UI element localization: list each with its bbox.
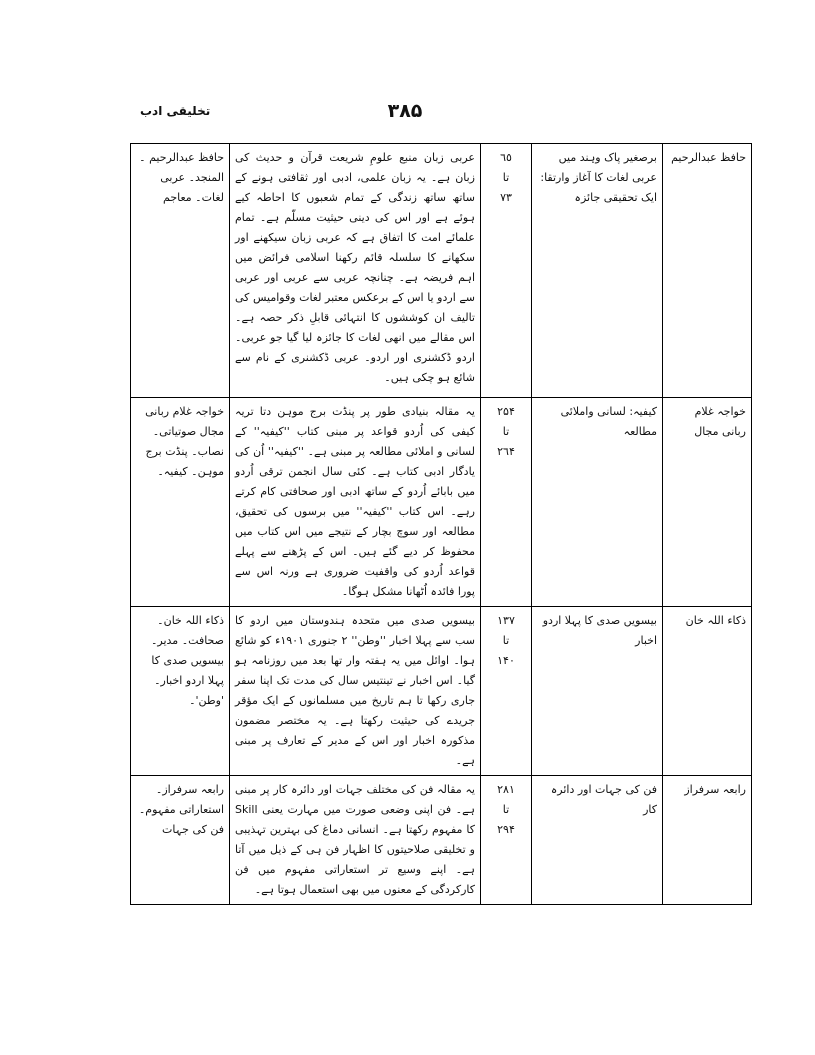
page-sep: تا (502, 634, 510, 647)
table-row (131, 607, 752, 776)
summary-cell: بیسویں صدی میں متحدہ ہندوستان میں اردو کا سب سے پہلا اخبار ''وطن'' ۲ جنوری ۱۹۰۱ء کو شائع ہوا۔ اوائل میں یہ ہفتہ وار تھا بعد میں روزنامہ ہو گیا۔ اس اخبار نے تینتیس سال کی مدت تک اپنا سفر جاری رکھا تا ہم تاریخ میں مسلمانوں کے ایک مؤقر جریدے کی حیثیت رکھتا ہے۔ یہ مختصر مضمون مذکورہ اخبار اور اس کے مدیر کے تعارف پر مبنی ہے۔ (230, 607, 481, 776)
author-cell: ذکاء اللہ خان (663, 607, 752, 776)
page-to: ۱۴۰ (497, 654, 515, 667)
summary-cell: یہ مقالہ فن کی مختلف جہات اور دائرہ کار پر مبنی ہے۔ فن اپنی وضعی صورت میں مہارت یعنی Skill کا مفہوم رکھتا ہے۔ انسانی دماغ کی بہترین تہذیبی و تخلیقی صلاحیتوں کا اظہار فن ہی کے ذیل میں آتا ہے۔ اپنے وسیع تر استعاراتی مفہوم میں فن کارکردگی کے معنوں میں بھی استعمال ہوتا ہے۔ (230, 776, 481, 905)
page-from: ۲۸۱ (497, 783, 515, 796)
journal-title: تخلیقی ادب (140, 104, 211, 118)
pages-cell (481, 776, 532, 905)
page-from: ۲۵۴ (497, 405, 515, 418)
title-cell: بیسویں صدی کا پہلا اردو اخبار (532, 607, 663, 776)
pages-cell (481, 398, 532, 607)
page-to: ۲٦۴ (497, 445, 515, 458)
keywords-cell: رابعہ سرفراز۔ استعاراتی مفہوم۔ فن کی جہات (131, 776, 230, 905)
pages-cell (481, 144, 532, 398)
page-to: ٧٣ (500, 191, 512, 204)
article-index-table (130, 143, 752, 905)
page-sep: تا (502, 803, 510, 816)
page-sep: تا (502, 171, 510, 184)
pages-cell (481, 607, 532, 776)
author-cell: رابعہ سرفراز (663, 776, 752, 905)
page-number: ۳۸۵ (387, 100, 423, 122)
author-cell: حافظ عبدالرحیم (663, 144, 752, 398)
author-cell: خواجہ غلام ربانی مجال (663, 398, 752, 607)
table-row (131, 398, 752, 607)
summary-cell: عربی زبان منبع علومِ شریعت قرآن و حدیث کی زبان ہے۔ یہ زبان علمی، ادبی اور ثقافتی ہونے کے ساتھ ساتھ زندگی کے تمام شعبوں کا احاطہ کیے ہوئے ہے اور اس کی دینی حیثیت مسلّم ہے۔ تمام علمائے امت کا اتفاق ہے کہ عربی زبان سیکھنے اور سکھانے کا سلسلہ قائم رکھنا اسلامی فرائض میں اہم فریضہ ہے۔ چنانچہ عربی سے عربی اور عربی سے اردو یا اس کے برعکس معتبر لغات وقوامیس کی تالیف ان کوششوں کا انتہائی قابلِ ذکر حصہ ہے۔ اس مقالے میں انھی لغات کا جائزہ لیا گیا جو عربی۔ اردو ڈکشنری اور اردو۔ عربی ڈکشنری کے نام سے شائع ہو چکی ہیں۔ (230, 144, 481, 398)
title-cell: برصغیر پاک وہند میں عربی لغات کا آغاز وارتقا: ایک تحقیقی جائزہ (532, 144, 663, 398)
page-to: ۲۹۴ (497, 823, 515, 836)
title-cell: فن کی جہات اور دائرہ کار (532, 776, 663, 905)
table-row (131, 776, 752, 905)
summary-cell: یہ مقالہ بنیادی طور پر پنڈت برج موہن دتا تریہ کیفی کی اُردو قواعد پر مبنی کتاب ''کیفیہ'' کے لسانی و املائی مطالعہ پر مبنی ہے۔ ''کیفیہ'' اُن کی یادگار ادبی کتاب ہے۔ کئی سال انجمن ترقی اُردو میں بابائے اُردو کے ساتھ ادبی اور صحافتی کام کرتے رہے۔ اس کتاب ''کیفیہ'' میں برسوں کی تحقیق، مطالعہ اور سوچ بچار کے نتیجے میں اس کتاب میں محفوظ کر دیے گئے ہیں۔ اس کے پڑھنے سے پہلے قواعد اُردو کی واقفیت ضروری ہے ورنہ اس سے پورا فائدہ اُٹھانا مشکل ہوگا۔ (230, 398, 481, 607)
title-cell: کیفیہ: لسانی واملائی مطالعہ (532, 398, 663, 607)
table-row (131, 144, 752, 398)
page-from: ٦٥ (500, 151, 512, 164)
page-from: ۱۳۷ (497, 614, 515, 627)
keywords-cell: ذکاء اللہ خان۔ صحافت۔ مدیر۔ بیسویں صدی کا پہلا اردو اخبار۔ 'وطن'۔ (131, 607, 230, 776)
keywords-cell: حافظ عبدالرحیم ۔ المنجد۔ عربی لغات۔ معاجم (131, 144, 230, 398)
keywords-cell: خواجہ غلام ربانی مجال صوتیاتی۔ نصاب۔ پنڈت برج موہن۔ کیفیہ۔ (131, 398, 230, 607)
page-sep: تا (502, 425, 510, 438)
